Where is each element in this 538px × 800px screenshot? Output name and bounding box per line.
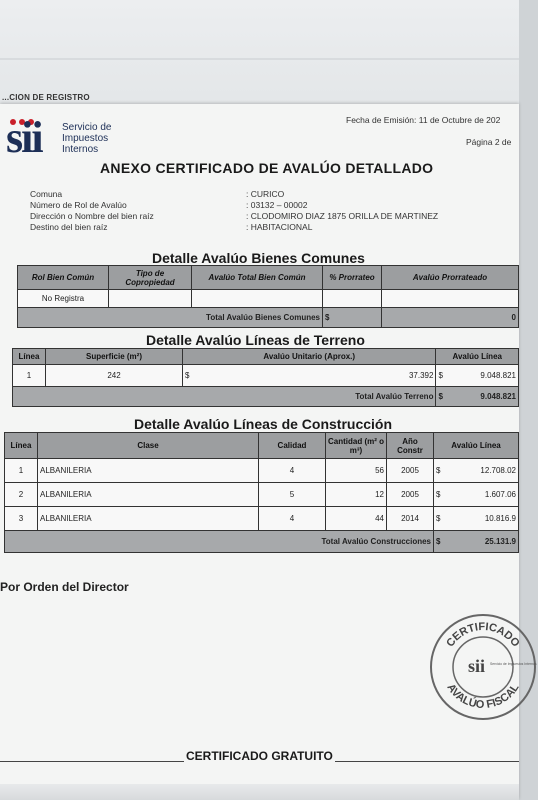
seal-small-text: Servicio de Impuestos Internos xyxy=(490,662,537,666)
total-label: Total Avalúo Bienes Comunes xyxy=(18,308,323,328)
construccion-title: Detalle Avalúo Líneas de Construcción xyxy=(134,416,393,432)
table-cell: 3 xyxy=(5,507,38,531)
terreno-title: Detalle Avalúo Líneas de Terreno xyxy=(146,332,365,348)
info-label: Dirección o Nombre del bien raíz xyxy=(30,211,154,221)
table-cell: 4 xyxy=(259,459,326,483)
table-cell: 1.607.06 xyxy=(446,483,519,507)
logo-name xyxy=(62,122,111,155)
column-header: % Prorrateo xyxy=(323,266,382,290)
emission-date: Fecha de Emisión: 11 de Octubre de 202 xyxy=(346,115,501,125)
table-row xyxy=(18,290,519,308)
table-cell: 1 xyxy=(5,459,38,483)
total-row xyxy=(5,531,519,553)
table-cell: 2005 xyxy=(387,483,434,507)
table-cell: $ xyxy=(434,507,447,531)
info-value: : 03132 – 00002 xyxy=(246,200,308,210)
info-value: : CLODOMIRO DIAZ 1875 ORILLA DE MARTINEZ xyxy=(246,211,439,221)
total-value: 25.131.9 xyxy=(446,531,519,553)
column-header: Calidad xyxy=(259,433,326,459)
column-header: Cantidad (m² o m³) xyxy=(326,433,387,459)
paper-fold xyxy=(0,58,519,60)
table-cell: No Registra xyxy=(18,290,109,308)
info-label: Número de Rol de Avalúo xyxy=(30,200,127,210)
table-cell xyxy=(109,290,192,308)
table-cell xyxy=(382,290,519,308)
total-currency: $ xyxy=(434,531,447,553)
table-cell xyxy=(192,290,323,308)
table-header-row xyxy=(5,433,519,459)
total-label: Total Avalúo Construcciones xyxy=(5,531,434,553)
table-cell: 12.708.02 xyxy=(446,459,519,483)
terreno-table xyxy=(12,348,519,407)
column-header: Avalúo Línea xyxy=(436,349,519,365)
table-cell: ALBANILERIA xyxy=(38,507,259,531)
table-row xyxy=(13,365,519,387)
total-value: 0 xyxy=(382,308,519,328)
page-bottom-edge xyxy=(0,784,519,800)
column-header: Línea xyxy=(5,433,38,459)
info-value: : CURICO xyxy=(246,189,285,199)
seal-sii-mark: sii xyxy=(468,656,486,676)
logo-mark: sii xyxy=(6,113,42,162)
table-cell: 242 xyxy=(46,365,183,387)
column-header: Línea xyxy=(13,349,46,365)
total-row xyxy=(18,308,519,328)
info-value: : HABITACIONAL xyxy=(246,222,313,232)
table-row xyxy=(5,483,519,507)
table-cell: 1 xyxy=(13,365,46,387)
total-row xyxy=(13,387,519,407)
table-cell: 2014 xyxy=(387,507,434,531)
total-currency: $ xyxy=(323,308,382,328)
seal-bottom-text: AVALÚO FISCAL xyxy=(444,681,522,712)
background-sheet xyxy=(0,0,519,110)
certificate-page xyxy=(0,104,537,800)
table-row xyxy=(5,507,519,531)
cropped-header-text: ...CION DE REGISTRO xyxy=(2,93,90,102)
info-label: Comuna xyxy=(30,189,63,199)
column-header: Rol Bien Común xyxy=(18,266,109,290)
info-label: Destino del bien raíz xyxy=(30,222,108,232)
table-cell: 44 xyxy=(326,507,387,531)
column-header: Avalúo Línea xyxy=(434,433,519,459)
comunes-title: Detalle Avalúo Bienes Comunes xyxy=(152,250,365,266)
table-header-row xyxy=(18,266,519,290)
sii-logo xyxy=(6,113,126,162)
table-cell: 9.048.821 xyxy=(448,365,518,387)
footer-label: CERTIFICADO GRATUITO xyxy=(186,749,333,763)
column-header: Avalúo Prorrateado xyxy=(382,266,519,290)
table-row xyxy=(5,459,519,483)
total-value: 9.048.821 xyxy=(448,387,518,407)
table-cell: $ xyxy=(436,365,449,387)
construccion-table xyxy=(4,432,519,553)
table-cell: ALBANILERIA xyxy=(38,483,259,507)
table-cell: $ xyxy=(434,459,447,483)
comunes-table xyxy=(17,265,519,328)
table-cell: 37.392 xyxy=(195,365,436,387)
logo-line-1: Servicio de xyxy=(62,122,112,133)
table-header-row xyxy=(13,349,519,365)
table-cell: 2005 xyxy=(387,459,434,483)
certified-seal xyxy=(428,612,538,722)
director-signature-line: Por Orden del Director xyxy=(0,580,129,594)
column-header: Superficie (m²) xyxy=(46,349,183,365)
logo-line-3: Internos xyxy=(62,144,99,155)
total-currency: $ xyxy=(436,387,449,407)
table-cell: 56 xyxy=(326,459,387,483)
document-title: ANEXO CERTIFICADO DE AVALÚO DETALLADO xyxy=(100,160,434,176)
table-cell: 5 xyxy=(259,483,326,507)
column-header: Avalúo Total Bien Común xyxy=(192,266,323,290)
table-cell xyxy=(323,290,382,308)
seal-top-text: CERTIFICADO xyxy=(444,620,522,650)
table-cell: 2 xyxy=(5,483,38,507)
logo-line-2: Impuestos xyxy=(62,133,109,144)
table-cell: $ xyxy=(183,365,196,387)
column-header: Clase xyxy=(38,433,259,459)
column-header: Año Constr xyxy=(387,433,434,459)
column-header: Avalúo Unitario (Aprox.) xyxy=(183,349,436,365)
total-label: Total Avalúo Terreno xyxy=(13,387,436,407)
table-cell: ALBANILERIA xyxy=(38,459,259,483)
table-cell: 12 xyxy=(326,483,387,507)
table-cell: 10.816.9 xyxy=(446,507,519,531)
table-cell: 4 xyxy=(259,507,326,531)
table-cell: $ xyxy=(434,483,447,507)
page-number: Página 2 de xyxy=(466,137,512,147)
column-header: Tipo de Copropiedad xyxy=(109,266,192,290)
